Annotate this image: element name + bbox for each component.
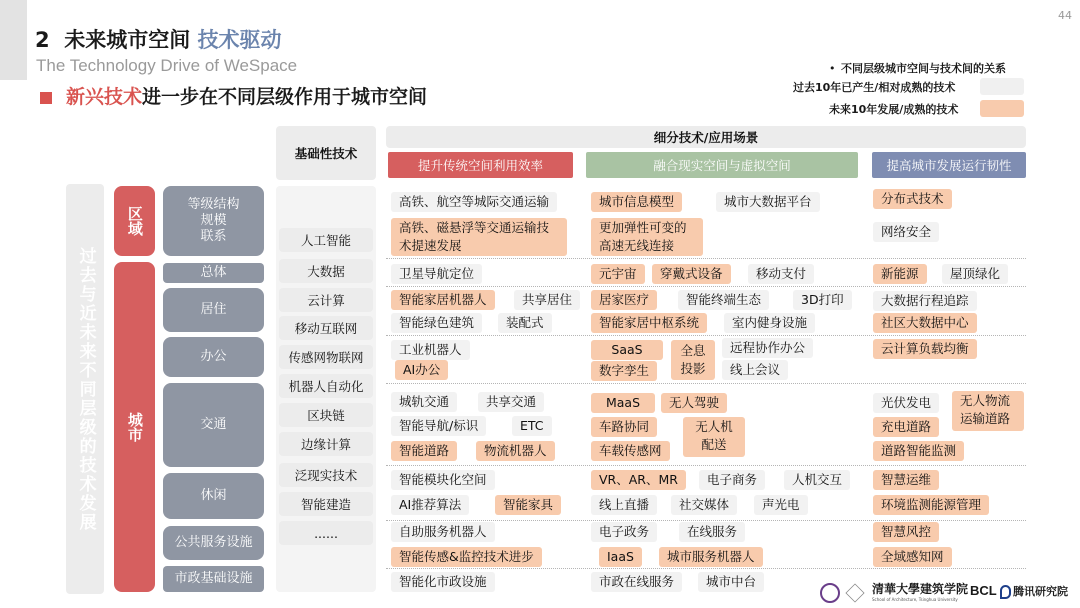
tech-item: AI办公 — [395, 360, 448, 380]
row-divider — [386, 568, 1026, 569]
legend-title: 不同层级城市空间与技术间的关系 — [841, 62, 1006, 75]
section-highlight: 新兴技术 — [66, 86, 143, 108]
tech-item: 人机交互 — [784, 470, 850, 490]
tech-item: 智能家居机器人 — [391, 290, 495, 310]
tech-item: 室内健身设施 — [724, 313, 815, 333]
tech-item: 光伏发电 — [873, 393, 939, 413]
level-city — [114, 262, 155, 592]
tech-item: 移动支付 — [748, 264, 814, 284]
tech-item: IaaS — [599, 547, 642, 567]
legend-future-swatch — [980, 100, 1024, 117]
tech-item: 3D打印 — [793, 290, 852, 310]
tech-item: MaaS — [591, 393, 655, 413]
tech-item: 社交媒体 — [671, 495, 737, 515]
tech-item: 居家医疗 — [591, 290, 657, 310]
tsinghua-logo-text: 清華大學建筑学院 — [872, 582, 969, 596]
tech-item: 声光电 — [754, 495, 808, 515]
title-accent: 技术驱动 — [197, 28, 282, 52]
tech-item: 城市中台 — [698, 572, 764, 592]
tech-item: 城市服务机器人 — [659, 547, 763, 567]
tech-item: 分布式技术 — [873, 189, 952, 209]
row-divider — [386, 286, 1026, 287]
tech-item: 自助服务机器人 — [391, 522, 495, 542]
section-heading — [66, 88, 427, 107]
tech-item: 智能家居中枢系统 — [591, 313, 707, 333]
tech-item: 装配式 — [498, 313, 552, 333]
tech-item: 屋顶绿化 — [942, 264, 1008, 284]
base-tech-header: 基础性技术 — [276, 126, 376, 180]
page-number: 44 — [1058, 9, 1072, 22]
corner-decoration — [0, 0, 27, 80]
tech-item: 车载传感网 — [591, 441, 670, 461]
row-divider — [386, 335, 1026, 336]
section-bullet — [40, 92, 52, 104]
tech-item: 工业机器人 — [391, 340, 470, 360]
tech-item: 无人驾驶 — [661, 393, 727, 413]
tech-item: 智能终端生态 — [678, 290, 769, 310]
tech-item: 新能源 — [873, 264, 927, 284]
tech-item: 电子商务 — [699, 470, 765, 490]
col-header-efficiency: 提升传统空间利用效率 — [388, 152, 573, 178]
tech-item: 城市信息模型 — [591, 192, 682, 212]
legend-mature-swatch — [980, 78, 1024, 95]
tech-item: 线上会议 — [722, 360, 788, 380]
tech-item: 数字孪生 — [591, 361, 657, 381]
tech-item: 全域感知网 — [873, 547, 952, 567]
tech-item: 智能模块化空间 — [391, 470, 495, 490]
tech-item: 社区大数据中心 — [873, 313, 977, 333]
tech-item: 电子政务 — [591, 522, 657, 542]
title-number: 2 — [35, 28, 50, 52]
building-icon — [845, 583, 864, 602]
tech-item: 高铁、磁悬浮等交通运输技术提速发展 — [391, 218, 567, 256]
legend-future-label: 未来10年发展/成熟的技术 — [829, 103, 959, 116]
city-item-transport: 交通 — [163, 383, 264, 467]
tech-item: 共享交通 — [478, 392, 544, 412]
tencent-logo-text: 腾讯研究院 — [1013, 585, 1068, 598]
section-rest: 进一步在不同层级作用于城市空间 — [142, 86, 428, 108]
tech-item: 卫星导航定位 — [391, 264, 482, 284]
tech-item: 更加弹性可变的高速无线连接 — [591, 218, 703, 256]
tencent-logo-icon — [1000, 585, 1011, 599]
tech-item: ETC — [512, 416, 552, 436]
tech-item: 智能导航/标识 — [391, 416, 486, 436]
tech-item: 元宇宙 — [591, 264, 645, 284]
tech-item: 网络安全 — [873, 222, 939, 242]
tech-item: 道路智能监测 — [873, 441, 964, 461]
base-tech-construction: 智能建造 — [279, 492, 373, 516]
legend-bullet: • — [829, 62, 836, 75]
city-item-public-services: 公共服务设施 — [163, 526, 264, 560]
tsinghua-seal-logo — [820, 583, 840, 603]
legend-mature-label: 过去10年已产生/相对成熟的技术 — [793, 81, 956, 94]
tech-item: 远程协作办公 — [722, 338, 813, 358]
base-tech-big-data: 大数据 — [279, 259, 373, 283]
tech-item: 智慧风控 — [873, 522, 939, 542]
city-item-office: 办公 — [163, 337, 264, 377]
row-divider — [386, 258, 1026, 259]
col-header-virtual: 融合现实空间与虚拟空间 — [586, 152, 858, 178]
row-divider — [386, 520, 1026, 521]
tech-item: 智能化市政设施 — [391, 572, 495, 592]
city-item-leisure: 休闲 — [163, 473, 264, 519]
tech-item: 线上直播 — [591, 495, 657, 515]
level-region-text: 区域 — [125, 206, 144, 236]
tech-item: 智能绿色建筑 — [391, 313, 482, 333]
base-tech-xr: 泛现实技术 — [279, 463, 373, 487]
title-main: 未来城市空间 — [64, 28, 191, 52]
tech-item: 高铁、航空等城际交通运输 — [391, 192, 557, 212]
base-tech-iot: 传感网物联网 — [279, 345, 373, 369]
col-header-resilience: 提高城市发展运行韧性 — [872, 152, 1026, 178]
tech-item: 充电道路 — [873, 417, 939, 437]
sub-tech-header: 细分技术/应用场景 — [386, 126, 1026, 148]
tech-item: 共享居住 — [514, 290, 580, 310]
tech-item: 智能传感&监控技术进步 — [391, 547, 542, 567]
tech-item: 环境监测能源管理 — [873, 495, 989, 515]
region-items-text: 等级结构 规模 联系 — [187, 196, 240, 245]
tech-item: 城市大数据平台 — [716, 192, 820, 212]
page-title — [35, 30, 282, 51]
vertical-axis-label — [66, 184, 104, 594]
tech-item: 在线服务 — [679, 522, 745, 542]
tech-item: 全息投影 — [671, 340, 715, 380]
tech-item: 智能家具 — [495, 495, 561, 515]
base-tech-cloud: 云计算 — [279, 288, 373, 312]
level-city-text: 城市 — [125, 412, 144, 442]
subtitle-en: The Technology Drive of WeSpace — [36, 56, 298, 75]
region-items — [163, 186, 264, 256]
bcl-logo: BCL — [970, 583, 997, 598]
level-region — [114, 186, 155, 256]
city-item-municipal: 市政基础设施 — [163, 566, 264, 592]
tech-item: 大数据行程追踪 — [873, 291, 977, 311]
tech-item: SaaS — [591, 340, 663, 360]
row-divider — [386, 383, 1026, 384]
base-tech-edge: 边缘计算 — [279, 432, 373, 456]
tsinghua-logo-sub: School of Architecture, Tsinghua University — [872, 597, 958, 602]
tech-item: VR、AR、MR — [591, 470, 686, 490]
tech-item: 城轨交通 — [391, 392, 457, 412]
tech-item: 无人物流运输道路 — [952, 391, 1024, 431]
tech-item: AI推荐算法 — [391, 495, 469, 515]
base-tech-robotics: 机器人自动化 — [279, 374, 373, 398]
tech-item: 智慧运维 — [873, 470, 939, 490]
base-tech-ai: 人工智能 — [279, 228, 373, 252]
tech-item: 穿戴式设备 — [652, 264, 731, 284]
city-item-overall: 总体 — [163, 263, 264, 283]
tech-item: 市政在线服务 — [591, 572, 682, 592]
city-item-residential: 居住 — [163, 288, 264, 332]
base-tech-more: ...... — [279, 521, 373, 545]
tech-item: 车路协同 — [591, 417, 657, 437]
tech-item: 智能道路 — [391, 441, 457, 461]
vertical-axis-text: 过去与近未来不同层级的技术发展 — [75, 246, 96, 532]
tech-item: 物流机器人 — [476, 441, 555, 461]
base-tech-blockchain: 区块链 — [279, 403, 373, 427]
base-tech-mobile-internet: 移动互联网 — [279, 316, 373, 340]
tech-item: 无人机配送 — [683, 417, 745, 457]
tech-item: 云计算负载均衡 — [873, 339, 977, 359]
row-divider — [386, 465, 1026, 466]
